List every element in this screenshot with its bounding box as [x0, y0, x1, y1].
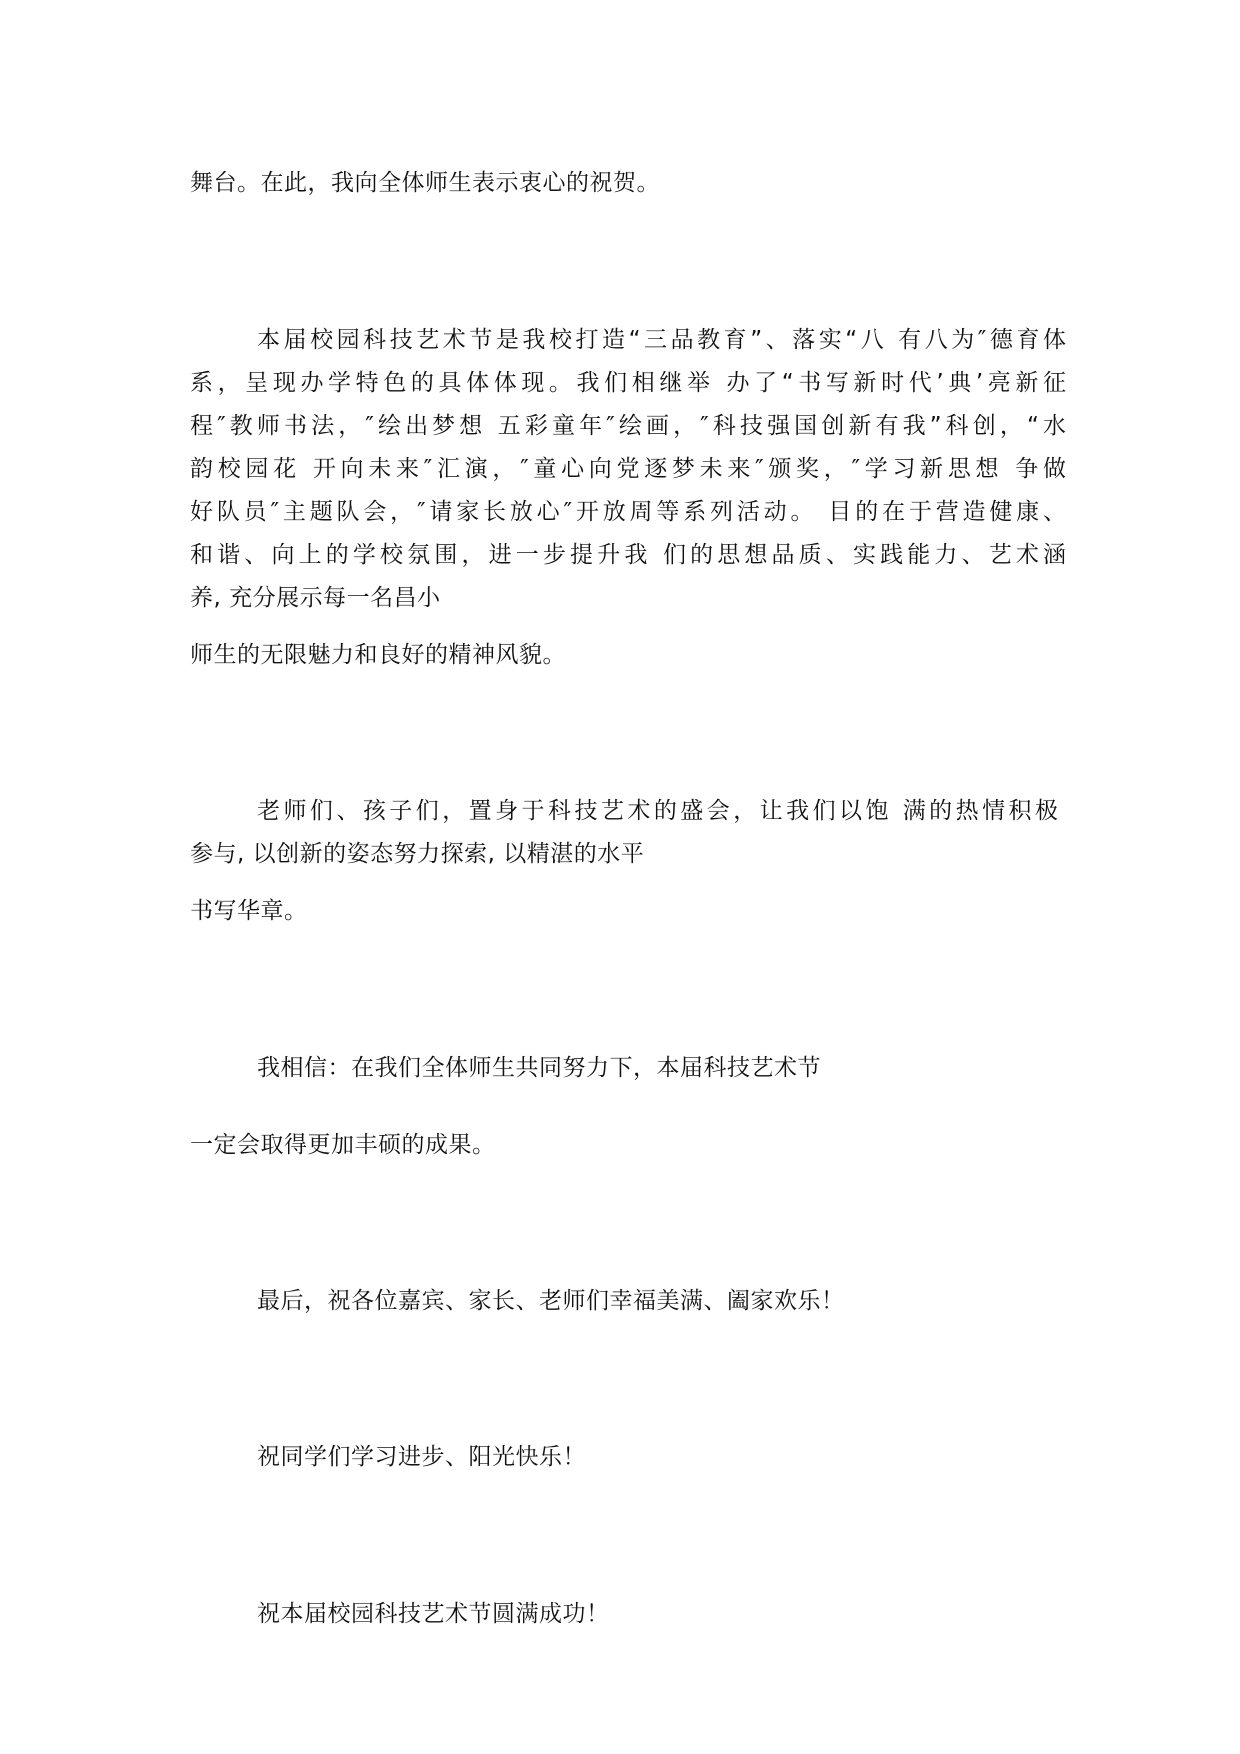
- text-line: 一定会取得更加丰硕的成果。: [190, 1132, 496, 1158]
- text-line: 老师们、孩子们，置身于科技艺术的盛会，让我们以饱 满的热情积极: [257, 798, 1058, 824]
- text-line: 本届校园科技艺术节是我校打造“三品教育”、落实“八 有八为″德育体: [257, 327, 1066, 353]
- text-line: 韵校园花 开向未来″汇演，″童心向党逐梦未来″颁奖，″学习新思想 争做: [190, 456, 1066, 482]
- text-line: 舞台。在此，我向全体师生表示衷心的祝贺。: [190, 170, 660, 196]
- text-line: 书写华章。: [190, 898, 308, 924]
- text-line: 养, 充分展示每一名昌小: [190, 585, 441, 611]
- text-line: 我相信：在我们全体师生共同努力下，本届科技艺术节: [257, 1055, 821, 1081]
- text-line: 程″教师书法，″绘出梦想 五彩童年″绘画，″科技强国创新有我”科创，“水: [190, 413, 1066, 439]
- text-line: 最后，祝各位嘉宾、家长、老师们幸福美满、阖家欢乐！: [257, 1288, 845, 1314]
- text-line: 系，呈现办学特色的具体体现。我们相继举 办了“书写新时代’典’亮新征: [190, 370, 1066, 396]
- text-line: 参与, 以创新的姿态努力探索, 以精湛的水平: [190, 841, 645, 867]
- text-line: 好队员″主题队会，″请家长放心″开放周等系列活动。 目的在于营造健康、: [190, 499, 1066, 525]
- text-line: 祝同学们学习进步、阳光快乐！: [257, 1444, 586, 1470]
- text-line: 祝本届校园科技艺术节圆满成功！: [257, 1601, 610, 1627]
- text-line: 和谐、向上的学校氛围，进一步提升我 们的思想品质、实践能力、艺术涵: [190, 542, 1066, 568]
- text-line: 师生的无限魅力和良好的精神风貌。: [190, 642, 566, 668]
